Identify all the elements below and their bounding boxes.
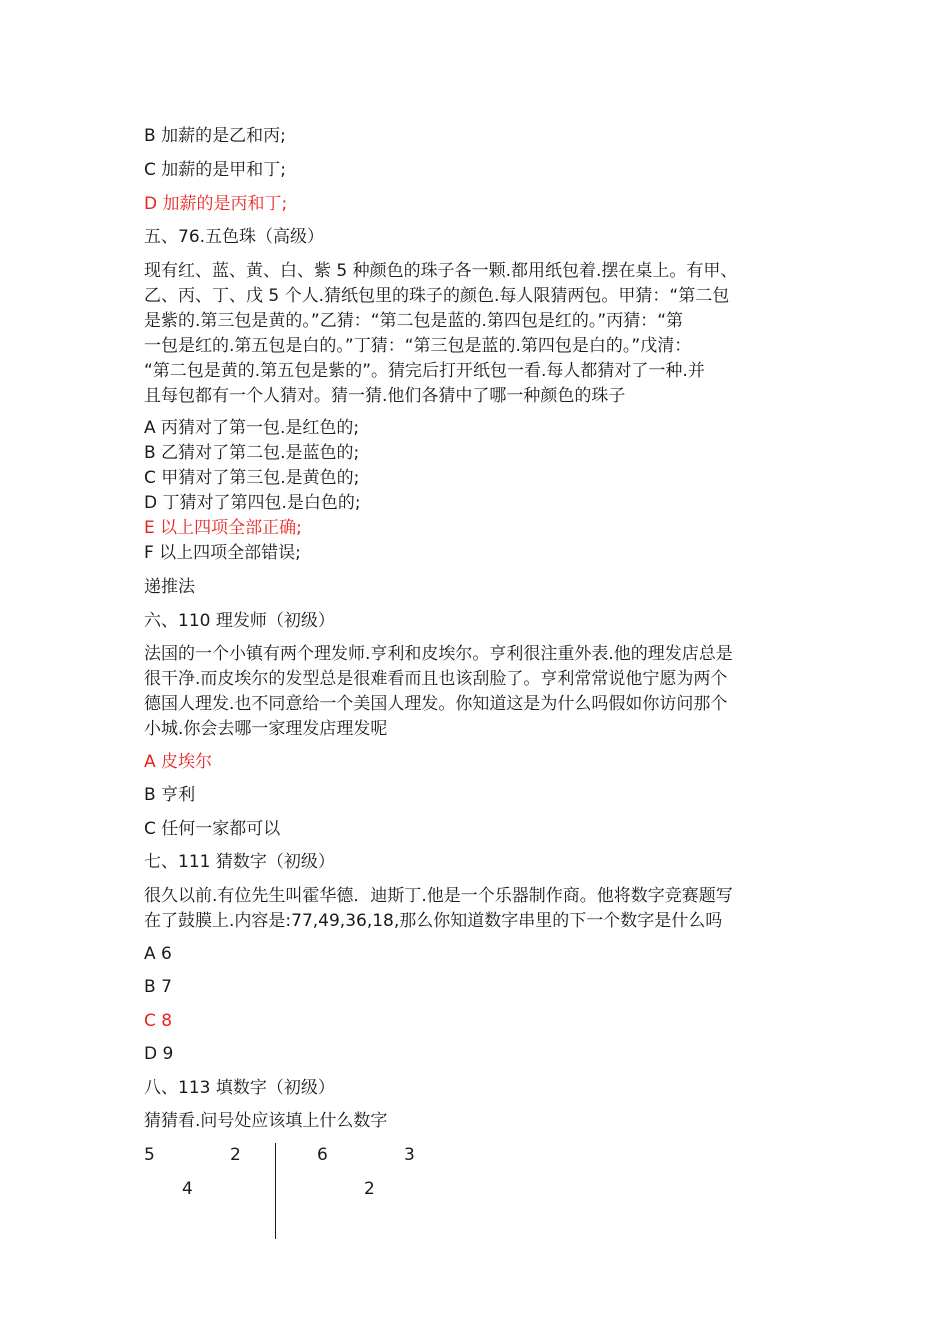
q76-option-f: F 以上四项全部错误; [144, 543, 301, 563]
q76-body-line: 是紫的.第三包是黄的。”乙猜：“第二包是蓝的.第四包是红的。”丙猜：“第 [144, 311, 684, 331]
q110-option-a-correct: A 皮埃尔 [144, 752, 213, 772]
q76-body-line: 一包是红的.第五包是白的。”丁猜：“第三包是蓝的.第四包是白的。”戊清： [144, 336, 692, 356]
left-top-left-number: 5 [144, 1145, 155, 1165]
q76-body-line: 乙、丙、丁、戊 5 个人.猜纸包里的珠子的颜色.每人限猜两包。甲猜：“第二包 [144, 286, 730, 306]
q76-option-c: C 甲猜对了第三包.是黄色的; [144, 468, 360, 488]
q76-heading: 五、76.五色珠（高级） [144, 227, 325, 247]
right-center-number: 2 [364, 1179, 375, 1199]
q75-option-c: C 加薪的是甲和丁; [144, 160, 287, 180]
q76-body-line: 现有红、蓝、黄、白、紫 5 种颜色的珠子各一颗.都用纸包着.摆在桌上。有甲、 [144, 261, 738, 281]
q110-body-line: 小城.你会去哪一家理发店理发呢 [144, 719, 388, 739]
q110-body-line: 很干净.而皮埃尔的发型总是很难看而且也该刮脸了。亨利常常说他宁愿为两个 [144, 669, 728, 689]
q110-option-c: C 任何一家都可以 [144, 819, 281, 839]
q76-method: 递推法 [144, 577, 195, 597]
left-center-number: 4 [182, 1179, 193, 1199]
q76-option-e-correct: E 以上四项全部正确; [144, 518, 302, 538]
q110-heading: 六、110 理发师（初级） [144, 611, 335, 631]
q111-body-line: 在了鼓膜上.内容是:77,49,36,18,那么你知道数字串里的下一个数字是什么吗 [144, 911, 723, 931]
q113-prompt: 猜猜看.问号处应该填上什么数字 [144, 1111, 388, 1131]
q76-option-b: B 乙猜对了第二包.是蓝色的; [144, 443, 360, 463]
right-top-right-number: 3 [404, 1145, 415, 1165]
q110-body [144, 642, 806, 742]
q76-body [144, 259, 806, 409]
q75-option-b: B 加薪的是乙和丙; [144, 126, 286, 146]
q111-option-d: D 9 [144, 1044, 174, 1064]
q110-body-line: 德国人理发.也不同意给一个美国人理发。你知道这是为什么吗假如你访问那个 [144, 694, 728, 714]
q113-heading: 八、113 填数字（初级） [144, 1078, 335, 1098]
q76-option-d: D 丁猜对了第四包.是白色的; [144, 493, 361, 513]
q111-body-line: 很久以前.有位先生叫霍华德．迪斯丁.他是一个乐器制作商。他将数字竞赛题写 [144, 886, 733, 906]
q111-option-a: A 6 [144, 944, 172, 964]
q110-body-line: 法国的一个小镇有两个理发师.亨利和皮埃尔。亨利很注重外表.他的理发店总是 [144, 644, 733, 664]
q111-option-c-correct: C 8 [144, 1011, 173, 1031]
q75-option-d-correct: D 加薪的是丙和丁; [144, 194, 288, 214]
q110-option-b: B 亨利 [144, 785, 196, 805]
puzzle-divider-line [275, 1143, 276, 1239]
q76-body-line: 且每包都有一个人猜对。猜一猜.他们各猜中了哪一种颜色的珠子 [144, 386, 626, 406]
q111-option-b: B 7 [144, 977, 172, 997]
left-top-right-number: 2 [230, 1145, 241, 1165]
q76-body-line: “第二包是黄的.第五包是紫的”。猜完后打开纸包一看.每人都猜对了一种.并 [144, 361, 705, 381]
q111-body [144, 884, 806, 934]
right-top-left-number: 6 [317, 1145, 328, 1165]
q76-option-a: A 丙猜对了第一包.是红色的; [144, 418, 360, 438]
q111-heading: 七、111 猜数字（初级） [144, 852, 335, 872]
